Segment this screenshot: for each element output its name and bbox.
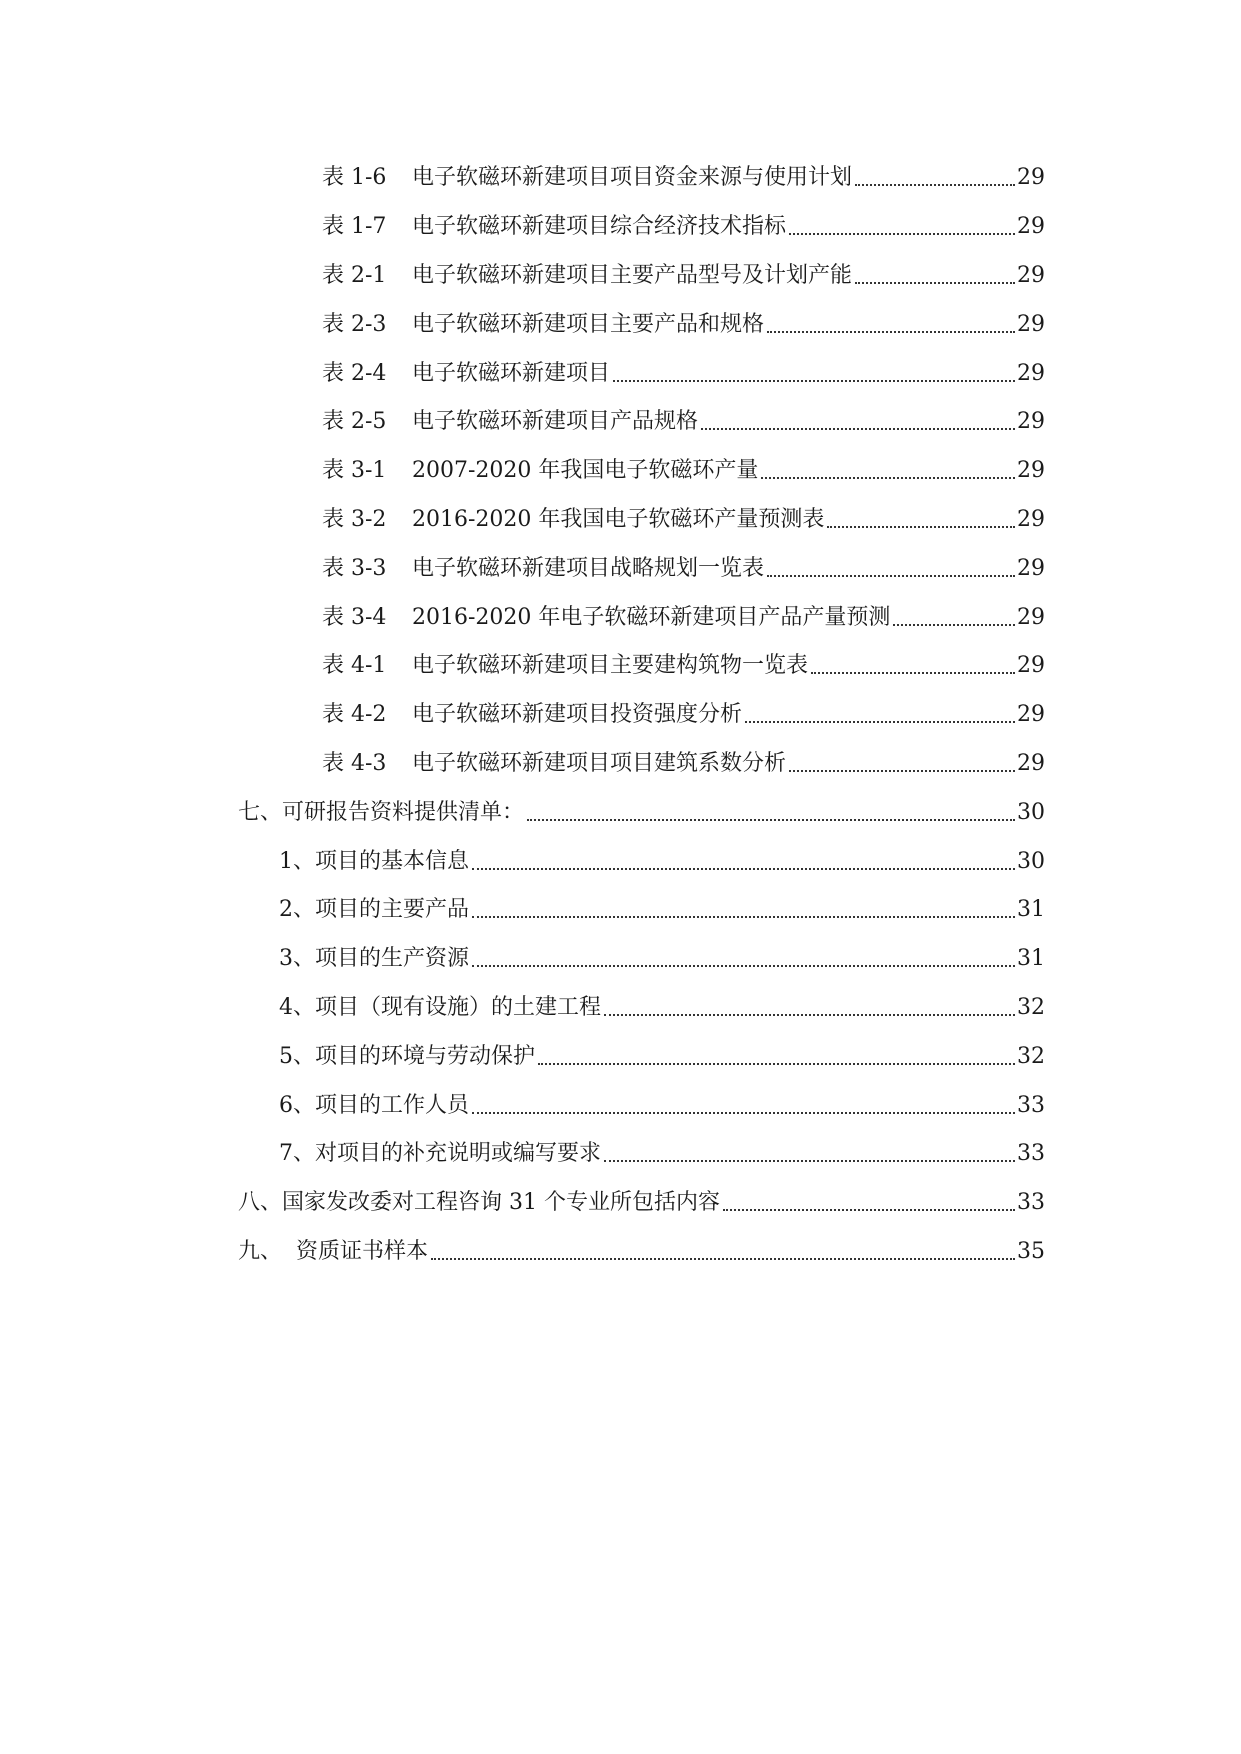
toc-entry-page: 29 xyxy=(1017,555,1045,581)
toc-entry-item-7[interactable] xyxy=(0,1130,1241,1179)
toc-entry-number: 表 2-1 xyxy=(322,262,387,288)
toc-entry-number: 表 3-3 xyxy=(322,555,387,581)
dot-leader xyxy=(855,263,1015,289)
toc-entry-title: 电子软磁环新建项目主要建构筑物一览表 xyxy=(412,653,809,679)
toc-entry-title: 2016-2020 年电子软磁环新建项目产品产量预测 xyxy=(412,604,891,630)
dot-leader xyxy=(761,458,1015,484)
toc-entry-page: 33 xyxy=(1017,1190,1045,1216)
toc-entry-page: 29 xyxy=(1017,311,1045,337)
toc-entry-item-1[interactable] xyxy=(0,837,1241,886)
toc-entry-table-2-3[interactable] xyxy=(0,300,1241,349)
toc-entry-section-9[interactable] xyxy=(0,1228,1241,1277)
dot-leader xyxy=(604,1141,1015,1167)
toc-entry-page: 32 xyxy=(1017,1043,1045,1069)
toc-entry-page: 29 xyxy=(1017,458,1045,484)
toc-entry-table-1-6[interactable] xyxy=(0,154,1241,203)
toc-entry-table-3-2[interactable] xyxy=(0,496,1241,545)
toc-entry-table-4-1[interactable] xyxy=(0,642,1241,691)
toc-entry-number: 表 3-4 xyxy=(322,604,387,630)
toc-entry-page: 29 xyxy=(1017,506,1045,532)
toc-entry-title: 4、项目（现有设施）的土建工程 xyxy=(279,994,601,1020)
dot-leader xyxy=(538,1044,1015,1070)
toc-entry-title: 6、项目的工作人员 xyxy=(279,1092,469,1118)
toc-entry-title: 电子软磁环新建项目项目资金来源与使用计划 xyxy=(412,165,853,191)
toc-entry-page: 31 xyxy=(1017,946,1045,972)
dot-leader xyxy=(472,849,1015,875)
toc-entry-number: 表 4-2 xyxy=(322,702,387,728)
toc-entry-title: 3、项目的生产资源 xyxy=(279,946,469,972)
toc-entry-page: 29 xyxy=(1017,262,1045,288)
toc-entry-title: 七、可研报告资料提供清单： xyxy=(238,799,525,825)
dot-leader xyxy=(789,214,1015,240)
toc-entry-item-6[interactable] xyxy=(0,1081,1241,1130)
toc-entry-page: 30 xyxy=(1017,799,1045,825)
toc-entry-table-1-7[interactable] xyxy=(0,203,1241,252)
toc-entry-section-7[interactable] xyxy=(0,788,1241,837)
toc-entry-item-5[interactable] xyxy=(0,1032,1241,1081)
dot-leader xyxy=(767,556,1015,582)
toc-entry-page: 29 xyxy=(1017,165,1045,191)
dot-leader xyxy=(723,1190,1015,1216)
dot-leader xyxy=(789,751,1015,777)
toc-entry-page: 33 xyxy=(1017,1092,1045,1118)
toc-entry-page: 35 xyxy=(1017,1238,1045,1264)
dot-leader xyxy=(811,653,1015,679)
dot-leader xyxy=(431,1239,1015,1265)
toc-entry-page: 31 xyxy=(1017,897,1045,923)
toc-entry-number: 九、 xyxy=(238,1238,283,1264)
toc-entry-number: 表 1-6 xyxy=(322,165,387,191)
toc-entry-title: 八、国家发改委对工程咨询 31 个专业所包括内容 xyxy=(238,1190,720,1216)
toc-entry-item-3[interactable] xyxy=(0,935,1241,984)
toc-entry-table-4-3[interactable] xyxy=(0,740,1241,789)
toc-entry-page: 29 xyxy=(1017,604,1045,630)
dot-leader xyxy=(701,409,1015,435)
toc-entry-title: 电子软磁环新建项目项目建筑系数分析 xyxy=(412,750,787,776)
toc-entry-number: 表 3-2 xyxy=(322,506,387,532)
toc-entry-item-2[interactable] xyxy=(0,886,1241,935)
dot-leader xyxy=(855,165,1015,191)
toc-entry-title: 电子软磁环新建项目综合经济技术指标 xyxy=(412,214,787,240)
toc-entry-title: 电子软磁环新建项目 xyxy=(412,360,611,386)
toc-entry-table-4-2[interactable] xyxy=(0,691,1241,740)
dot-leader xyxy=(893,605,1015,631)
toc-entry-table-2-1[interactable] xyxy=(0,252,1241,301)
dot-leader xyxy=(472,946,1015,972)
toc-entry-title: 1、项目的基本信息 xyxy=(279,848,469,874)
toc-entry-title: 电子软磁环新建项目战略规划一览表 xyxy=(412,555,765,581)
toc-entry-number: 表 3-1 xyxy=(322,458,387,484)
dot-leader xyxy=(604,995,1015,1021)
toc-entry-page: 29 xyxy=(1017,750,1045,776)
toc-entry-title: 电子软磁环新建项目主要产品型号及计划产能 xyxy=(412,262,853,288)
toc-entry-page: 32 xyxy=(1017,994,1045,1020)
dot-leader xyxy=(767,312,1015,338)
toc-entry-section-8[interactable] xyxy=(0,1179,1241,1228)
toc-entry-table-2-5[interactable] xyxy=(0,398,1241,447)
toc-entry-title: 2007-2020 年我国电子软磁环产量 xyxy=(412,458,759,484)
toc-entry-item-4[interactable] xyxy=(0,984,1241,1033)
toc-entry-table-3-4[interactable] xyxy=(0,593,1241,642)
toc-entry-title: 电子软磁环新建项目投资强度分析 xyxy=(412,702,743,728)
dot-leader xyxy=(613,361,1015,387)
table-of-contents xyxy=(0,154,1241,1276)
dot-leader xyxy=(472,1093,1015,1119)
toc-entry-number: 表 4-1 xyxy=(322,653,387,679)
toc-entry-title: 5、项目的环境与劳动保护 xyxy=(279,1043,535,1069)
toc-entry-table-3-3[interactable] xyxy=(0,544,1241,593)
toc-entry-page: 29 xyxy=(1017,214,1045,240)
toc-entry-table-2-4[interactable] xyxy=(0,349,1241,398)
toc-entry-page: 29 xyxy=(1017,360,1045,386)
toc-entry-title: 7、对项目的补充说明或编写要求 xyxy=(279,1141,601,1167)
dot-leader xyxy=(827,507,1015,533)
toc-entry-table-3-1[interactable] xyxy=(0,447,1241,496)
toc-entry-page: 29 xyxy=(1017,702,1045,728)
toc-entry-number: 表 2-5 xyxy=(322,409,387,435)
toc-entry-number: 表 1-7 xyxy=(322,214,387,240)
toc-entry-number: 表 4-3 xyxy=(322,750,387,776)
dot-leader xyxy=(527,800,1015,826)
toc-entry-page: 29 xyxy=(1017,409,1045,435)
toc-entry-number: 表 2-4 xyxy=(322,360,387,386)
toc-entry-title: 2、项目的主要产品 xyxy=(279,897,469,923)
toc-entry-title: 2016-2020 年我国电子软磁环产量预测表 xyxy=(412,506,825,532)
dot-leader xyxy=(745,702,1015,728)
toc-entry-number: 表 2-3 xyxy=(322,311,387,337)
toc-entry-title: 电子软磁环新建项目产品规格 xyxy=(412,409,699,435)
toc-entry-title: 电子软磁环新建项目主要产品和规格 xyxy=(412,311,765,337)
toc-entry-page: 33 xyxy=(1017,1141,1045,1167)
toc-entry-page: 30 xyxy=(1017,848,1045,874)
toc-entry-page: 29 xyxy=(1017,653,1045,679)
toc-entry-title: 资质证书样本 xyxy=(296,1238,429,1264)
dot-leader xyxy=(472,897,1015,923)
